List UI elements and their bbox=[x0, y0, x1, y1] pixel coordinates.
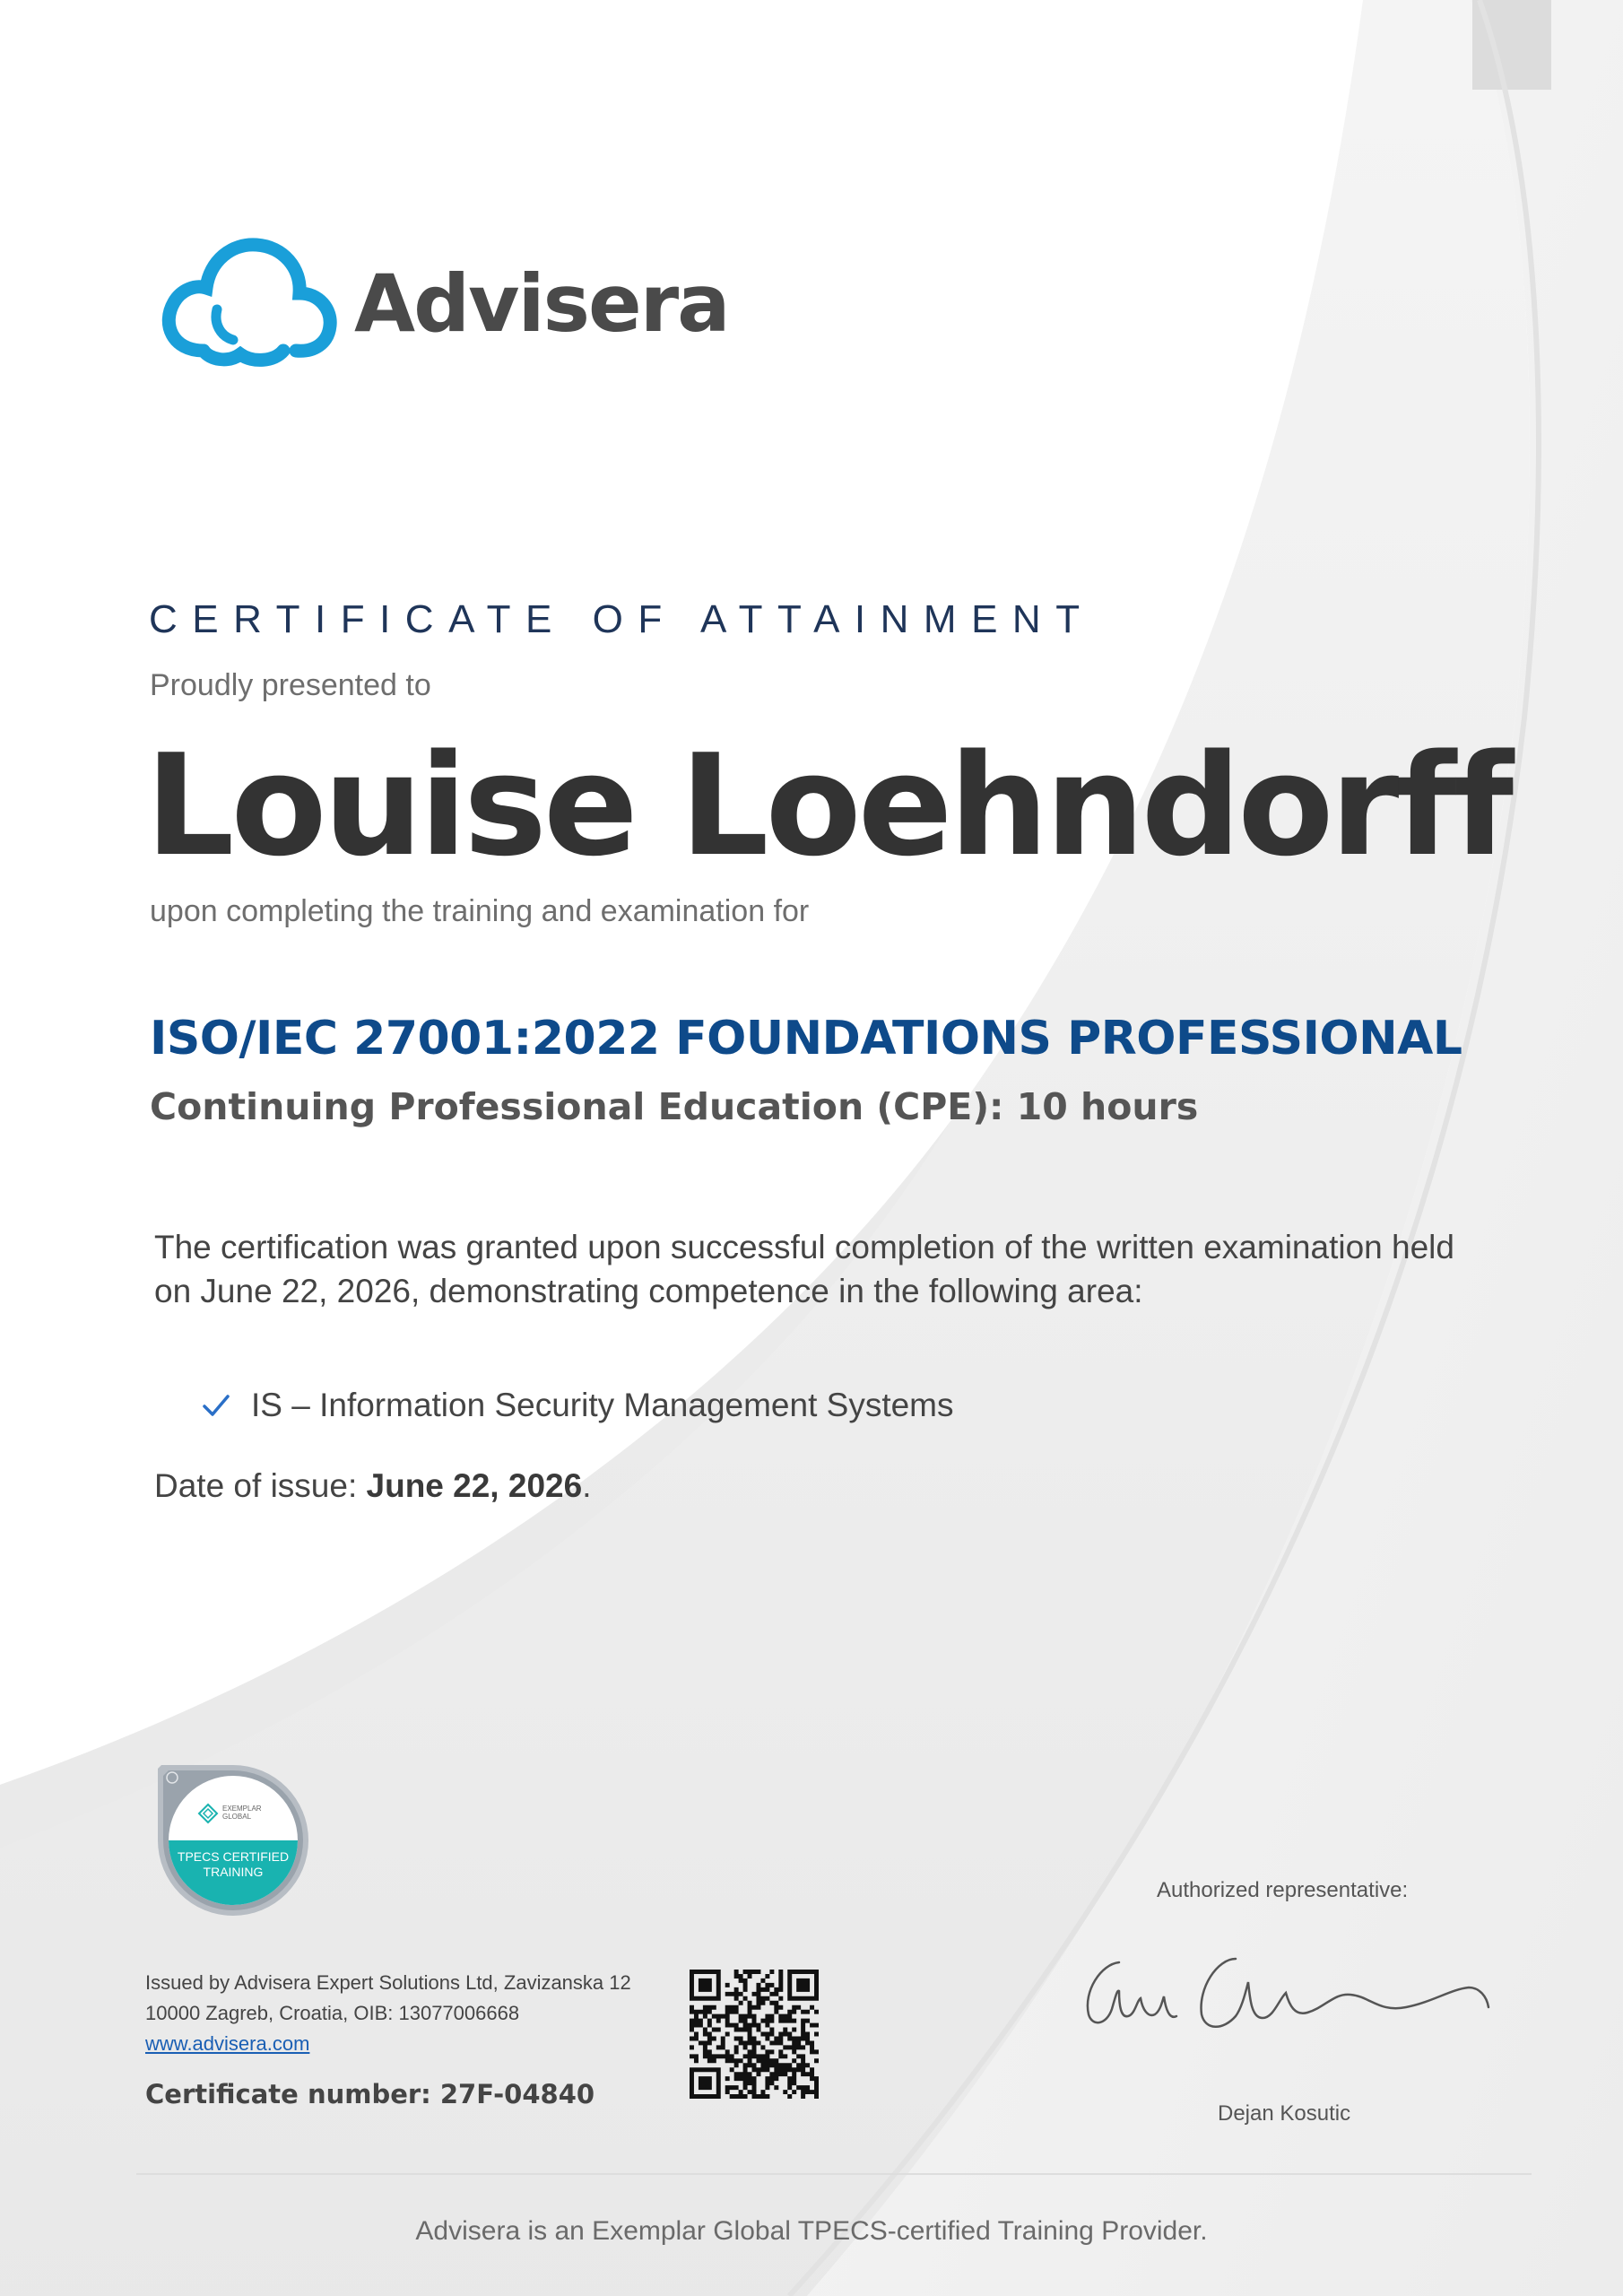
badge-line2: GLOBAL bbox=[222, 1813, 252, 1821]
issuer-info bbox=[145, 1968, 631, 2059]
authorized-representative-label: Authorized representative: bbox=[1157, 1878, 1409, 1902]
issue-date-suffix: . bbox=[582, 1467, 592, 1504]
check-icon bbox=[201, 1392, 231, 1419]
completing-label: upon completing the training and examination for bbox=[150, 894, 810, 928]
badge-line1: EXEMPLAR bbox=[222, 1805, 262, 1813]
competence-area-label: IS – Information Security Management Systems bbox=[251, 1387, 954, 1423]
issue-date bbox=[154, 1467, 591, 1505]
cpe-hours: Continuing Professional Education (CPE): 10 hours bbox=[150, 1085, 1199, 1128]
qr-modules bbox=[690, 1970, 819, 2099]
logo-text: Advisera bbox=[354, 257, 729, 350]
issuer-line2: 10000 Zagreb, Croatia, OIB: 13077006668 bbox=[145, 2002, 520, 2024]
signer-name: Dejan Kosutic bbox=[1218, 2101, 1351, 2126]
issuer-line1: Issued by Advisera Expert Solutions Ltd, Zavizanska 12 bbox=[145, 1971, 631, 1994]
badge-line4: TRAINING bbox=[203, 1865, 264, 1879]
certificate-title: CERTIFICATE OF ATTAINMENT bbox=[149, 597, 1095, 641]
cloud-icon bbox=[154, 227, 338, 370]
recipient-name: Louise Loehndorff bbox=[145, 724, 1511, 887]
presented-to-label: Proudly presented to bbox=[150, 668, 431, 702]
course-title: ISO/IEC 27001:2022 FOUNDATIONS PROFESSIONAL bbox=[150, 1012, 1462, 1065]
advisera-logo bbox=[154, 222, 728, 375]
certificate-number: Certificate number: 27F-04840 bbox=[145, 2079, 595, 2109]
competence-area-item bbox=[201, 1387, 954, 1424]
signature-image bbox=[1065, 1937, 1514, 2045]
issue-date-value: June 22, 2026 bbox=[366, 1467, 583, 1504]
footer-statement: Advisera is an Exemplar Global TPECS-certified Training Provider. bbox=[415, 2216, 1208, 2246]
badge-line3: TPECS CERTIFIED bbox=[177, 1849, 290, 1864]
qr-code[interactable] bbox=[690, 1970, 819, 2099]
footer-divider bbox=[136, 2173, 1532, 2175]
tpecs-certified-badge bbox=[154, 1761, 312, 1919]
website-link[interactable]: www.advisera.com bbox=[145, 2032, 310, 2055]
issue-date-label: Date of issue: bbox=[154, 1467, 367, 1504]
certification-description: The certification was granted upon successful completion of the written examination held on June 22, 2026, demonstrating competence in the following area: bbox=[154, 1229, 1454, 1309]
